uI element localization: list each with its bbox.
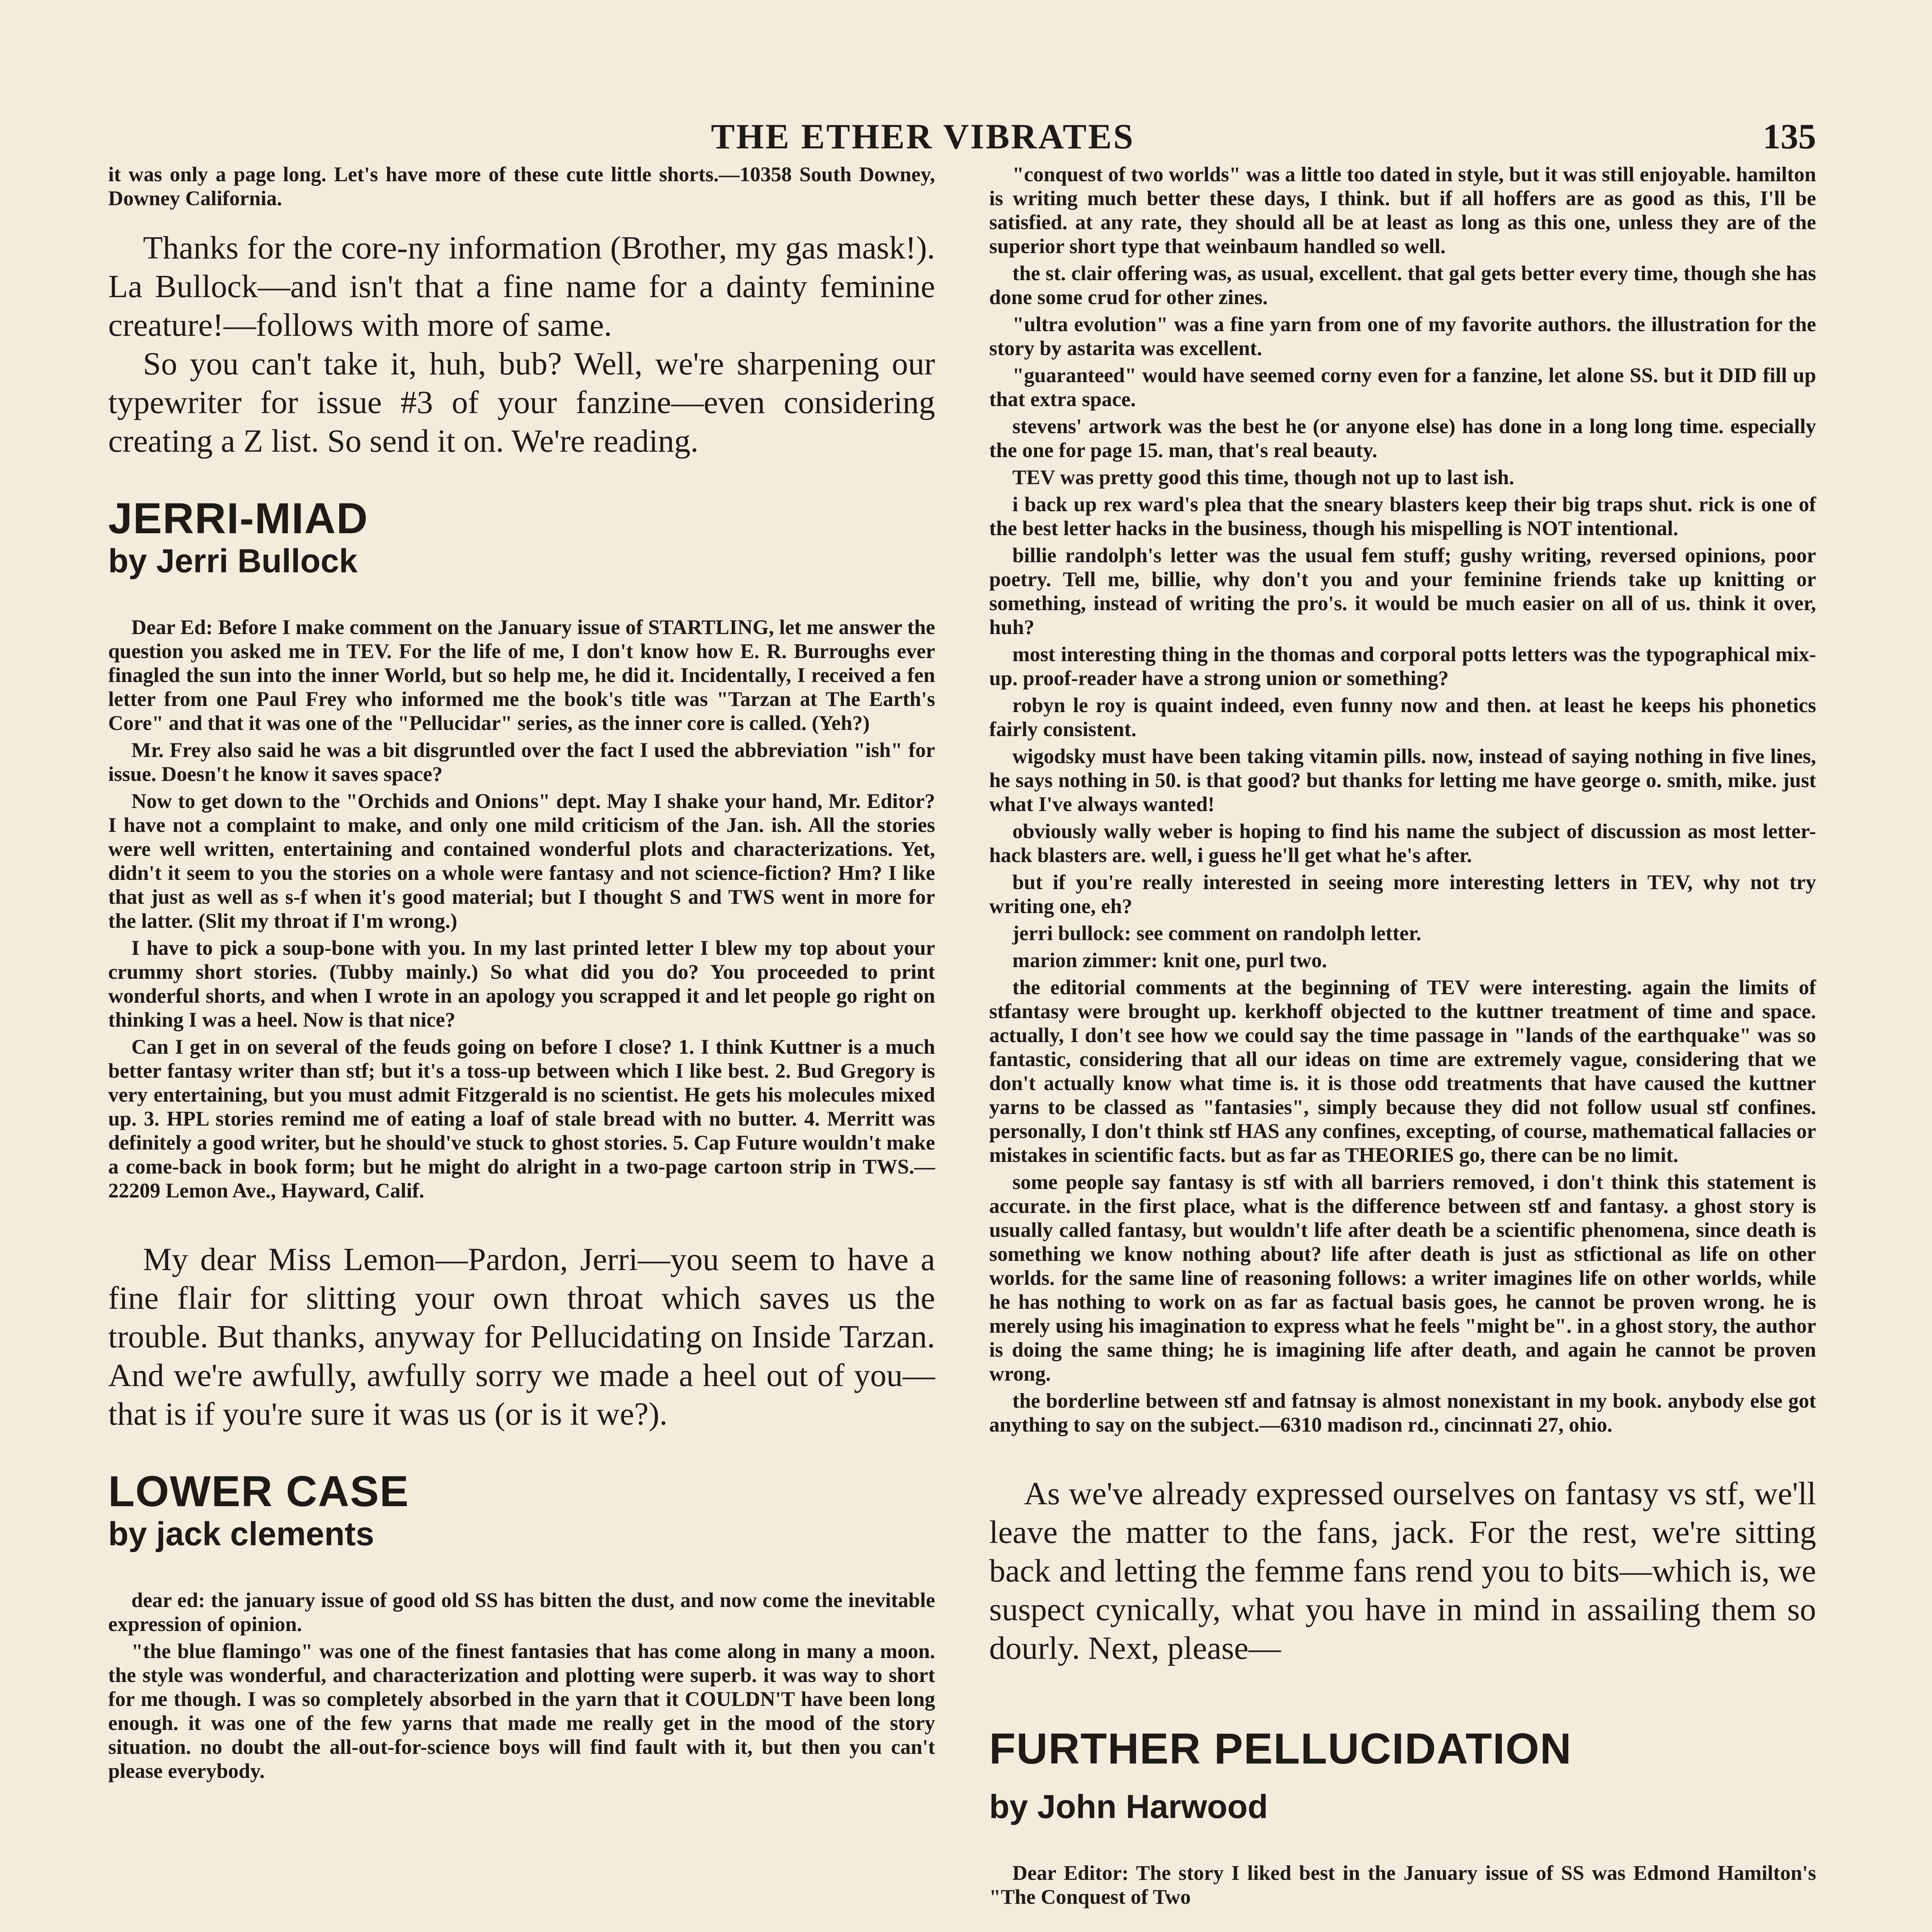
section-byline: by Jerri Bullock: [108, 543, 358, 580]
letter-paragraph: I have to pick a soup-bone with you. In my last printed letter I blew my top about your crummy short stories. (Tubby mainly.) So what did you do? You proceeded to print wonderful shorts, and when I wrote in an apology you scrapped it and let people go right on thinking I was a heel. Now is that nice?: [108, 936, 935, 1031]
left-column: [108, 162, 935, 1786]
right-column: [989, 162, 1816, 1912]
letter-paragraph: wigodsky must have been taking vitamin pills. now, instead of saying nothing in five lines, he says nothing in 50. is that good? but thanks for letting me have george o. smith, mike. just what I've always wanted!: [989, 745, 1816, 816]
section-byline: by jack clements: [108, 1515, 374, 1553]
editor-reply-paragraph: Thanks for the core-ny information (Brother, my gas mask!). La Bullock—and isn't that a fine name for a dainty feminine creature!—follows with more of same.: [108, 230, 935, 343]
letter-paragraph: stevens' artwork was the best he (or anyone else) has done in a long long time. especially the one for page 15. man, that's real beauty.: [989, 415, 1816, 462]
letter-paragraph: dear ed: the january issue of good old SS has bitten the dust, and now come the inevitable expression of opinion.: [108, 1588, 935, 1636]
letter-paragraph: the editorial comments at the beginning of TEV were interesting. again the limits of stfantasy were brought up. kerkhoff objected to the kuttner treatment of time and space. actually, I don't see how we could say the time passage in "lands of the earthquake" was so fantastic, considering that all our ideas on time are extremely vague, considering that we don't actually know what time is. it is those odd treatments that have caused the kuttner yarns to be classed as "fantasies", simply because they did not follow usual stf confines. personally, I don't think stf HAS any confines, excepting, of course, mathematical fallacies or mistakes in scientific facts. but as far as THEORIES go, there can be no limit.: [989, 976, 1816, 1167]
letter-paragraph: Dear Editor: The story I liked best in the January issue of SS was Edmond Hamilton's "The Conquest of Two: [989, 1861, 1816, 1908]
letter-paragraph: the borderline between stf and fatnsay is almost nonexistant in my book. anybody else got anything to say on the subject.—6310 madison rd., cincinnati 27, ohio.: [989, 1389, 1816, 1436]
letter-paragraph: Now to get down to the "Orchids and Onions" dept. May I shake your hand, Mr. Editor? I have not a complaint to make, and only one mild criticism of the Jan. ish. All the stories were well written, entertaining and contained wonderful plots and characterizations. Yet, didn't it seem to you the stories on a whole were fantasy and not science-fiction? Hm? I like that just as well as s-f when it's good material; but I thought S and TWS went in more for the latter. (Slit my throat if I'm wrong.): [108, 789, 935, 932]
letter-paragraph: most interesting thing in the thomas and corporal potts letters was the typographical mix-up. proof-reader have a strong union or something?: [989, 643, 1816, 690]
letter-paragraph: "conquest of two worlds" was a little too dated in style, but it was still enjoyable. hamilton is writing much better these days, I think. but if all hoffers are as good as this, I'll be satisfied. at any rate, they should all be at least as long as this one, unless they are of the superior short type that weinbaum handled so well.: [989, 163, 1816, 258]
letter-paragraph: Dear Ed: Before I make comment on the January issue of STARTLING, let me answer the question you asked me in TEV. For the life of me, I don't know how E. R. Burroughs ever finagled the sun into the inner World, but so help me, he did it. Incidentally, I received a fen letter from one Paul Frey who informed me the book's title was "Tarzan at The Earth's Core" and that it was one of the "Pellucidar" series, as the inner core is called. (Yeh?): [108, 616, 935, 735]
running-title: THE ETHER VIBRATES: [711, 117, 1135, 156]
letter-paragraph: billie randolph's letter was the usual fem stuff; gushy writing, reversed opinions, poor poetry. Tell me, billie, why don't you and your feminine friends take up knitting or something, instead of writing the pro's. it would be much easier on all of us. think it over, huh?: [989, 544, 1816, 639]
letter-paragraph: but if you're really interested in seeing more interesting letters in TEV, why not try writing one, eh?: [989, 871, 1816, 918]
letter-paragraph: "ultra evolution" was a fine yarn from one of my favorite authors. the illustration for the story by astarita was excellent.: [989, 313, 1816, 360]
letter-paragraph: some people say fantasy is stf with all barriers removed, i don't think this statement is accurate. in the first place, what is the difference between stf and fantasy. a ghost story is usually called fantasy, but wouldn't life after death be a scientific phenomena, since death is something we know nothing about? life after death is just as stfictional as life on other worlds. for the same line of reasoning follows: a writer imagines life on other worlds, while he has nothing to work on as far as factual basis goes, he cannot be proven wrong. he is merely using his imagination to express what he feels "might be". in a ghost story, the author is doing the same thing; he is imagining life after death, and again he cannot be proven wrong.: [989, 1170, 1816, 1385]
letter-paragraph: robyn le roy is quaint indeed, even funny now and then. at least he keeps his phonetics fairly consistent.: [989, 694, 1816, 741]
letter-paragraph: marion zimmer: knit one, purl two.: [1012, 949, 1327, 972]
section-title: JERRI-MIAD: [108, 494, 369, 543]
letter-paragraph: Mr. Frey also said he was a bit disgruntled over the fact I used the abbreviation "ish" for issue. Doesn't he know it saves space?: [108, 738, 935, 786]
letter-paragraph: the st. clair offering was, as usual, excellent. that gal gets better every time, though she has done some crud for other zines.: [989, 262, 1816, 309]
letter-paragraph: "guaranteed" would have seemed corny even for a fanzine, let alone SS. but it DID fill up that extra space.: [989, 364, 1816, 411]
section-title: LOWER CASE: [108, 1467, 410, 1515]
letter-paragraph: obviously wally weber is hoping to find his name the subject of discussion as most letter-hack blasters are. well, i guess he'll get what he's after.: [989, 820, 1816, 867]
letter-paragraph: Can I get in on several of the feuds going on before I close? 1. I think Kuttner is a much better fantasy writer than stf; but it's a toss-up between which I like best. 2. Bud Gregory is very entertaining, but you must admit Fitzgerald is no scientist. He gets his molecules mixed up. 3. HPL stories remind me of eating a loaf of stale bread with no butter. 4. Merritt was definitely a good writer, but he should've stuck to ghost stories. 5. Cap Future wouldn't make a come-back in book form; but he might do alright in a two-page cartoon strip in TWS.—22209 Lemon Ave., Hayward, Calif.: [108, 1035, 935, 1202]
letter-paragraph: "the blue flamingo" was one of the finest fantasies that has come along in many a moon. the style was wonderful, and characterization and plotting were superb. it was way to short for me though. I was so completely absorbed in the yarn that it COULDN'T have been long enough. it was one of the few yarns that made me really get in the mood of the story situation. no doubt the all-out-for-science boys will find fault with it, but then you can't please everybody.: [108, 1639, 935, 1782]
editor-reply-paragraph: So you can't take it, huh, bub? Well, we're sharpening our typewriter for issue #3 of your fanzine—even considering creating a Z list. So send it on. We're reading.: [108, 346, 935, 459]
letter-continuation: it was only a page long. Let's have more of these cute little shorts.—10358 South Downey, Downey California.: [108, 163, 935, 210]
page-header: [116, 116, 1816, 158]
editor-reply-paragraph: As we've already expressed ourselves on fantasy vs stf, we'll leave the matter to the fans, jack. For the rest, we're sitting back and letting the femme fans rend you to bits—which is, we suspect cynically, what you have in mind in assailing them so dourly. Next, please—: [989, 1476, 1816, 1666]
section-title: FURTHER PELLUCIDATION: [989, 1725, 1572, 1773]
letter-paragraph: TEV was pretty good this time, though not up to last ish.: [1012, 466, 1514, 489]
editor-reply-paragraph: My dear Miss Lemon—Pardon, Jerri—you seem to have a fine flair for slitting your own throat which saves us the trouble. But thanks, anyway for Pellucidating on Inside Tarzan. And we're awfully, awfully sorry we made a heel out of you—that is if you're sure it was us (or is it we?).: [108, 1242, 935, 1432]
page-number: 135: [1763, 117, 1816, 156]
letter-paragraph: jerri bullock: see comment on randolph letter.: [1012, 922, 1422, 945]
letter-paragraph: i back up rex ward's plea that the sneary blasters keep their big traps shut. rick is one of the best letter hacks in the business, though his mispelling is NOT intentional.: [989, 493, 1816, 540]
section-byline: by John Harwood: [989, 1788, 1268, 1825]
